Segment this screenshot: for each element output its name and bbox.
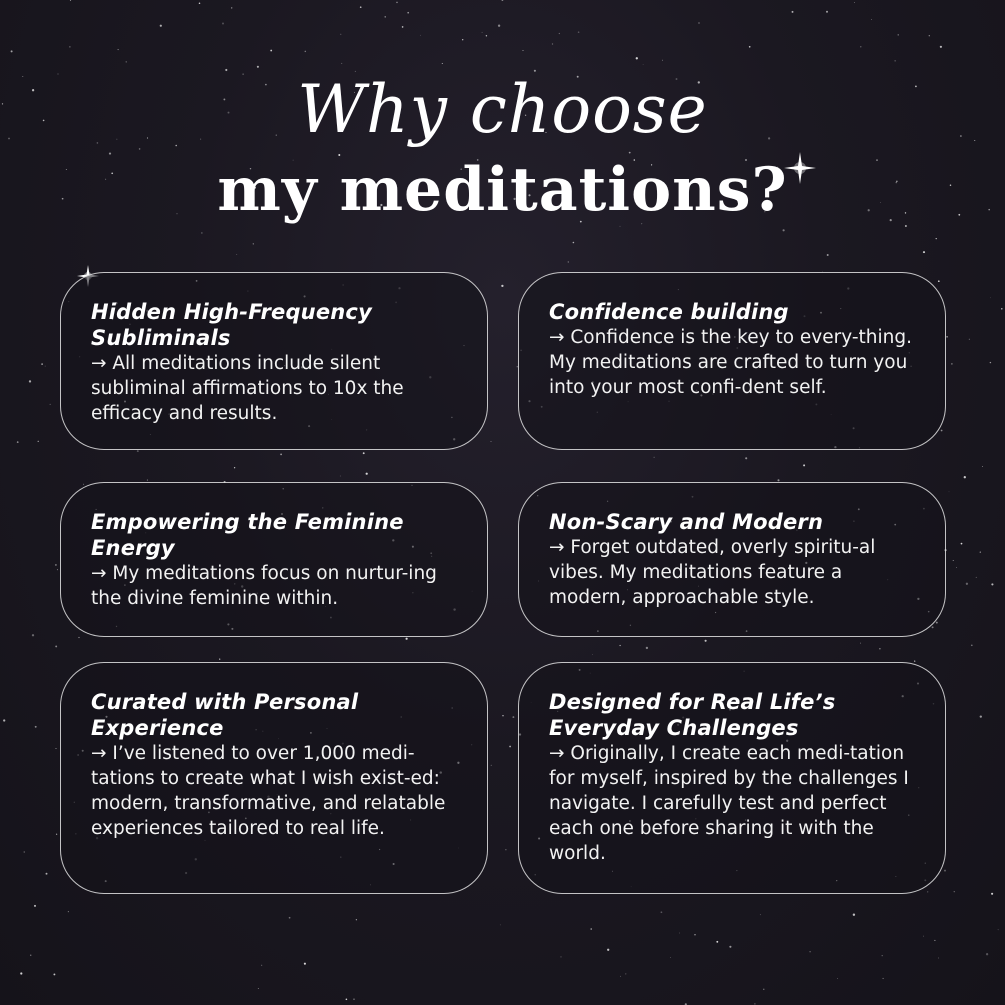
star <box>941 430 943 432</box>
card-title: Empowering the Feminine Energy <box>91 510 404 560</box>
star <box>24 851 25 852</box>
star <box>11 50 13 52</box>
star <box>406 638 408 640</box>
star <box>934 940 935 941</box>
star <box>929 35 930 36</box>
star <box>305 51 307 53</box>
star <box>160 25 162 27</box>
star <box>17 441 19 443</box>
star <box>936 622 938 624</box>
star <box>607 949 609 951</box>
card-title: Hidden High-Frequency Subliminals <box>91 300 372 350</box>
card-title: Non-Scary and Modern <box>549 510 824 534</box>
star <box>231 7 232 8</box>
star <box>199 3 201 5</box>
star <box>619 645 620 646</box>
star <box>3 719 5 721</box>
star <box>923 251 925 253</box>
star <box>53 973 55 975</box>
star <box>270 50 272 52</box>
star <box>69 46 70 47</box>
star <box>147 480 148 481</box>
star <box>854 2 855 3</box>
star <box>396 2 398 4</box>
star <box>949 491 950 492</box>
star <box>760 914 761 915</box>
heading-script: Why choose <box>297 71 708 148</box>
star <box>420 35 421 36</box>
star <box>34 905 36 907</box>
star <box>946 336 948 338</box>
star <box>502 715 503 716</box>
star <box>809 951 810 952</box>
star <box>512 716 514 718</box>
star <box>940 46 942 48</box>
star <box>304 963 306 965</box>
star <box>592 654 593 655</box>
card-body: → Confidence is the key to every-thing. My meditations are crafted to turn you into your most confi-dent self. <box>549 327 912 398</box>
star <box>961 543 963 545</box>
star <box>971 644 973 646</box>
star <box>982 466 983 467</box>
feature-card-modern <box>518 482 946 637</box>
star <box>56 748 57 749</box>
star <box>261 965 262 966</box>
star <box>980 551 981 552</box>
star <box>620 976 621 977</box>
star <box>954 891 955 892</box>
star <box>991 893 993 895</box>
star <box>749 46 751 48</box>
sparkle-icon <box>780 148 820 188</box>
star <box>853 914 855 916</box>
star <box>56 834 57 835</box>
star <box>837 978 838 979</box>
star <box>552 43 553 44</box>
star <box>969 339 970 340</box>
star <box>826 11 828 13</box>
star <box>353 998 355 1000</box>
card-body: → All meditations include silent subliminal affirmations to 10x the efficacy and results. <box>91 353 404 424</box>
star <box>895 60 896 61</box>
star <box>46 873 48 875</box>
star <box>78 637 79 638</box>
star <box>137 450 139 452</box>
star <box>938 280 940 282</box>
star <box>500 925 501 926</box>
star <box>860 46 861 47</box>
star <box>236 254 237 255</box>
star <box>883 978 884 979</box>
star <box>871 19 872 20</box>
star <box>360 6 362 8</box>
star <box>126 61 127 62</box>
star <box>407 12 409 14</box>
star <box>578 31 580 33</box>
star <box>898 34 899 35</box>
star <box>482 32 483 33</box>
star <box>501 0 503 1</box>
star <box>956 567 957 568</box>
star <box>462 39 463 40</box>
star <box>32 634 34 636</box>
card-body: → Originally, I create each medi-tation for myself, inspired by the challenges I navigate. I carefully test and perfect each one before sharing it with the world. <box>549 743 909 864</box>
star <box>289 917 291 919</box>
star <box>777 479 779 481</box>
star <box>654 457 655 458</box>
star <box>882 955 883 956</box>
star <box>716 941 718 943</box>
star <box>363 452 365 454</box>
star <box>923 936 924 937</box>
star <box>30 955 31 956</box>
star <box>253 243 254 244</box>
star <box>234 467 235 468</box>
star <box>340 476 341 477</box>
star <box>509 746 511 748</box>
star <box>745 457 747 459</box>
feature-card-real-life <box>518 662 946 894</box>
star <box>498 25 500 27</box>
star <box>442 63 443 64</box>
star <box>679 933 680 934</box>
star <box>41 363 43 365</box>
star <box>646 647 648 649</box>
card-body: → Forget outdated, overly spiritu-al vibes. My meditations feature a modern, approachable style. <box>549 537 876 608</box>
star <box>986 953 988 955</box>
star <box>661 911 663 913</box>
feature-card-feminine-energy <box>60 482 488 637</box>
heading-main: my meditations? <box>217 155 788 225</box>
star <box>964 476 966 478</box>
star <box>356 919 357 920</box>
star <box>222 23 224 25</box>
star <box>932 626 934 628</box>
star <box>568 261 569 262</box>
star <box>998 929 999 930</box>
star <box>951 363 952 364</box>
star <box>523 50 524 51</box>
star <box>976 577 977 578</box>
star <box>68 911 69 912</box>
star <box>670 957 671 958</box>
card-title: Curated with Personal Experience <box>91 690 359 740</box>
star <box>990 362 991 363</box>
star <box>341 63 342 64</box>
star <box>938 958 939 959</box>
star <box>860 643 861 644</box>
star <box>625 973 626 974</box>
star <box>57 569 58 570</box>
star <box>936 238 937 239</box>
star <box>879 648 880 649</box>
star <box>505 849 506 850</box>
star <box>754 1003 755 1004</box>
star <box>698 22 699 23</box>
star <box>827 254 829 256</box>
star <box>559 33 560 34</box>
star <box>486 35 487 36</box>
star <box>258 988 259 989</box>
star <box>944 870 946 872</box>
star <box>927 891 928 892</box>
star <box>491 441 492 442</box>
star <box>118 49 119 50</box>
star <box>763 989 764 990</box>
star <box>694 934 695 935</box>
star <box>201 232 202 233</box>
star <box>980 715 982 717</box>
star <box>590 928 592 930</box>
star <box>1001 308 1003 310</box>
feature-card-personal-experience <box>60 662 488 894</box>
star <box>35 726 37 728</box>
star <box>501 285 503 287</box>
star <box>29 380 31 382</box>
star <box>990 297 991 298</box>
star <box>914 660 915 661</box>
star <box>991 583 993 585</box>
star <box>560 956 561 957</box>
star <box>38 441 39 442</box>
star <box>55 564 57 566</box>
star <box>729 946 731 948</box>
star <box>45 366 46 367</box>
feature-card-confidence <box>518 272 946 450</box>
star <box>662 60 663 61</box>
star <box>792 11 794 13</box>
star <box>366 473 368 475</box>
star <box>257 66 259 68</box>
star <box>705 640 707 642</box>
star <box>20 972 22 974</box>
star <box>346 998 348 1000</box>
star <box>70 0 71 1</box>
card-title: Designed for Real Life’s Everyday Challenges <box>549 690 836 740</box>
feature-card-subliminals <box>60 272 488 450</box>
star <box>280 454 282 456</box>
star <box>50 404 51 405</box>
star <box>636 57 638 59</box>
star <box>803 464 805 466</box>
star <box>402 26 404 28</box>
card-body: → I’ve listened to over 1,000 medi-tations to create what I wish exist-ed: modern, transformative, and relatable experiences tailored to real life. <box>91 743 446 839</box>
star <box>643 64 644 65</box>
star <box>385 16 386 17</box>
star <box>573 242 575 244</box>
star <box>491 765 492 766</box>
star <box>83 484 84 485</box>
star <box>55 645 57 647</box>
star <box>219 658 220 659</box>
star <box>966 583 968 585</box>
star <box>953 560 954 561</box>
star <box>340 34 341 35</box>
card-body: → My meditations focus on nurtur-ing the divine feminine within. <box>91 563 437 609</box>
card-title: Confidence building <box>549 300 789 324</box>
